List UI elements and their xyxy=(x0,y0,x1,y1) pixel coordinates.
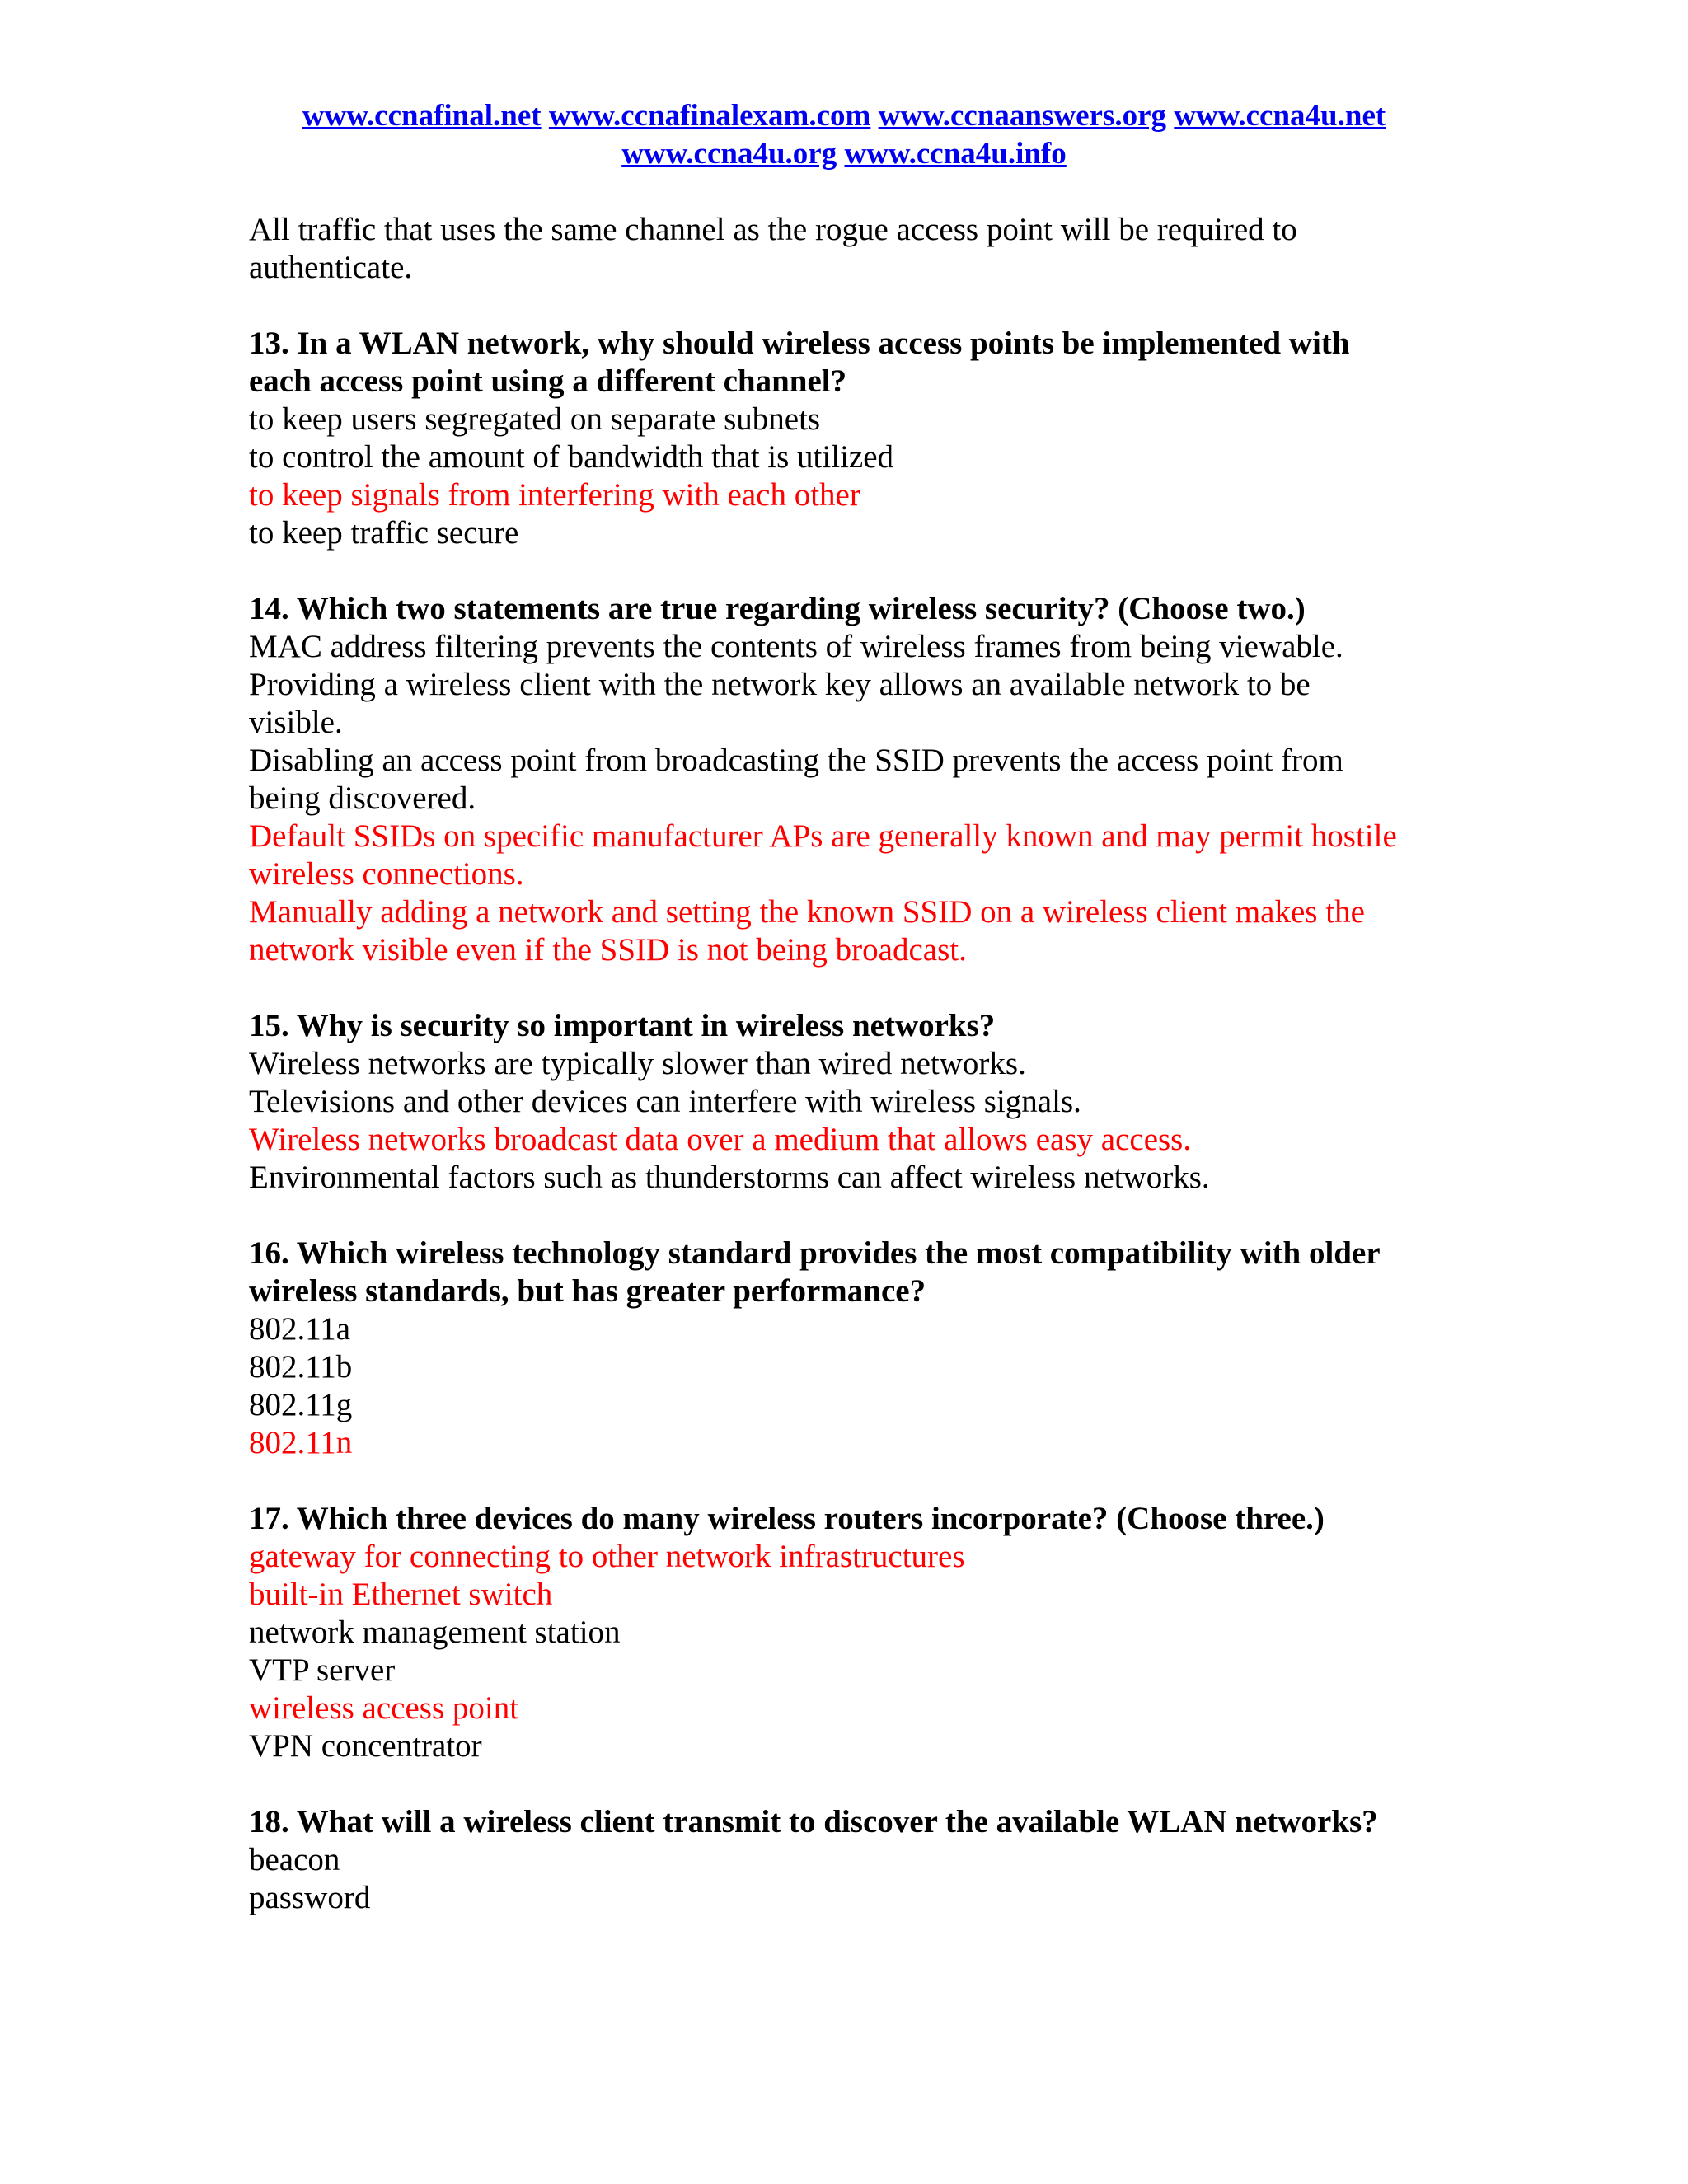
question-16 xyxy=(249,1235,1469,1462)
question-15 xyxy=(249,1007,1469,1197)
correct-answer-option: to keep signals from interfering with each other xyxy=(249,477,860,513)
question-text: 17. Which three devices do many wireless routers incorporate? (Choose three.) xyxy=(249,1501,1325,1536)
spacer xyxy=(249,552,1469,590)
answer-option: visible. xyxy=(249,705,343,740)
link-ccnaanswers-org[interactable]: www.ccnaanswers.org xyxy=(878,99,1167,133)
header-links-row-1 xyxy=(0,97,1688,135)
question-14 xyxy=(249,590,1469,969)
answer-option: to control the amount of bandwidth that is utilized xyxy=(249,439,894,475)
answer-option: Televisions and other devices can interfere with wireless signals. xyxy=(249,1084,1081,1119)
correct-answer-option: wireless access point xyxy=(249,1690,519,1726)
spacer xyxy=(249,1197,1469,1235)
correct-answer-option: built-in Ethernet switch xyxy=(249,1577,553,1612)
answer-option: Wireless networks are typically slower than wired networks. xyxy=(249,1046,1026,1081)
answer-option: being discovered. xyxy=(249,780,476,816)
question-number: 15 xyxy=(249,1008,281,1043)
intro-line: All traffic that uses the same channel as the rogue access point will be required to xyxy=(249,212,1297,247)
question-number: 17 xyxy=(249,1501,281,1536)
answer-option: VTP server xyxy=(249,1652,396,1688)
link-ccnafinalexam-com[interactable]: www.ccnafinalexam.com xyxy=(548,99,871,133)
question-text: each access point using a different channel? xyxy=(249,363,847,399)
header-links-row-2 xyxy=(0,135,1688,173)
question-text: 13. In a WLAN network, why should wireless access points be implemented with xyxy=(249,326,1350,361)
answer-option: to keep users segregated on separate subnets xyxy=(249,401,821,437)
spacer xyxy=(249,969,1469,1007)
answer-option: to keep traffic secure xyxy=(249,515,519,551)
question-17 xyxy=(249,1500,1469,1765)
spacer xyxy=(249,287,1469,325)
question-text: 14. Which two statements are true regarding wireless security? (Choose two.) xyxy=(249,591,1306,626)
spacer xyxy=(249,1765,1469,1803)
intro-block xyxy=(249,211,1469,287)
document-body xyxy=(249,211,1469,1917)
answer-option: 802.11a xyxy=(249,1311,351,1347)
question-number: 13 xyxy=(249,326,281,361)
question-number: 14 xyxy=(249,591,281,626)
answer-option: 802.11g xyxy=(249,1387,353,1422)
correct-answer-option: network visible even if the SSID is not being broadcast. xyxy=(249,932,967,968)
question-number: 18 xyxy=(249,1804,281,1840)
link-ccnafinal-net[interactable]: www.ccnafinal.net xyxy=(302,99,542,133)
question-13 xyxy=(249,325,1469,552)
question-text: wireless standards, but has greater performance? xyxy=(249,1273,926,1309)
correct-answer-option: wireless connections. xyxy=(249,856,524,892)
link-ccna4u-info[interactable]: www.ccna4u.info xyxy=(844,137,1067,171)
link-ccna4u-org[interactable]: www.ccna4u.org xyxy=(621,137,837,171)
correct-answer-option: gateway for connecting to other network infrastructures xyxy=(249,1539,965,1574)
correct-answer-option: 802.11n xyxy=(249,1425,353,1460)
answer-option: password xyxy=(249,1880,371,1915)
answer-option: Environmental factors such as thunderstorms can affect wireless networks. xyxy=(249,1160,1210,1195)
correct-answer-option: Wireless networks broadcast data over a medium that allows easy access. xyxy=(249,1122,1192,1157)
question-text: 18. What will a wireless client transmit to discover the available WLAN networks? xyxy=(249,1804,1378,1840)
correct-answer-option: Default SSIDs on specific manufacturer APs are generally known and may permit hostile xyxy=(249,818,1397,854)
answer-option: Disabling an access point from broadcasting the SSID prevents the access point from xyxy=(249,743,1343,778)
question-18 xyxy=(249,1803,1469,1917)
intro-line: authenticate. xyxy=(249,250,413,285)
spacer xyxy=(249,1462,1469,1500)
answer-option: beacon xyxy=(249,1842,340,1877)
question-number: 16 xyxy=(249,1235,281,1271)
question-text: 15. Why is security so important in wireless networks? xyxy=(249,1008,996,1043)
answer-option: Providing a wireless client with the network key allows an available network to be xyxy=(249,667,1311,702)
correct-answer-option: Manually adding a network and setting the known SSID on a wireless client makes the xyxy=(249,894,1365,930)
answer-option: VPN concentrator xyxy=(249,1728,482,1764)
answer-option: MAC address filtering prevents the contents of wireless frames from being viewable. xyxy=(249,629,1343,664)
answer-option: network management station xyxy=(249,1615,621,1650)
link-ccna4u-net[interactable]: www.ccna4u.net xyxy=(1174,99,1386,133)
header-links xyxy=(0,97,1688,173)
question-text: 16. Which wireless technology standard provides the most compatibility with older xyxy=(249,1235,1381,1271)
answer-option: 802.11b xyxy=(249,1349,353,1385)
